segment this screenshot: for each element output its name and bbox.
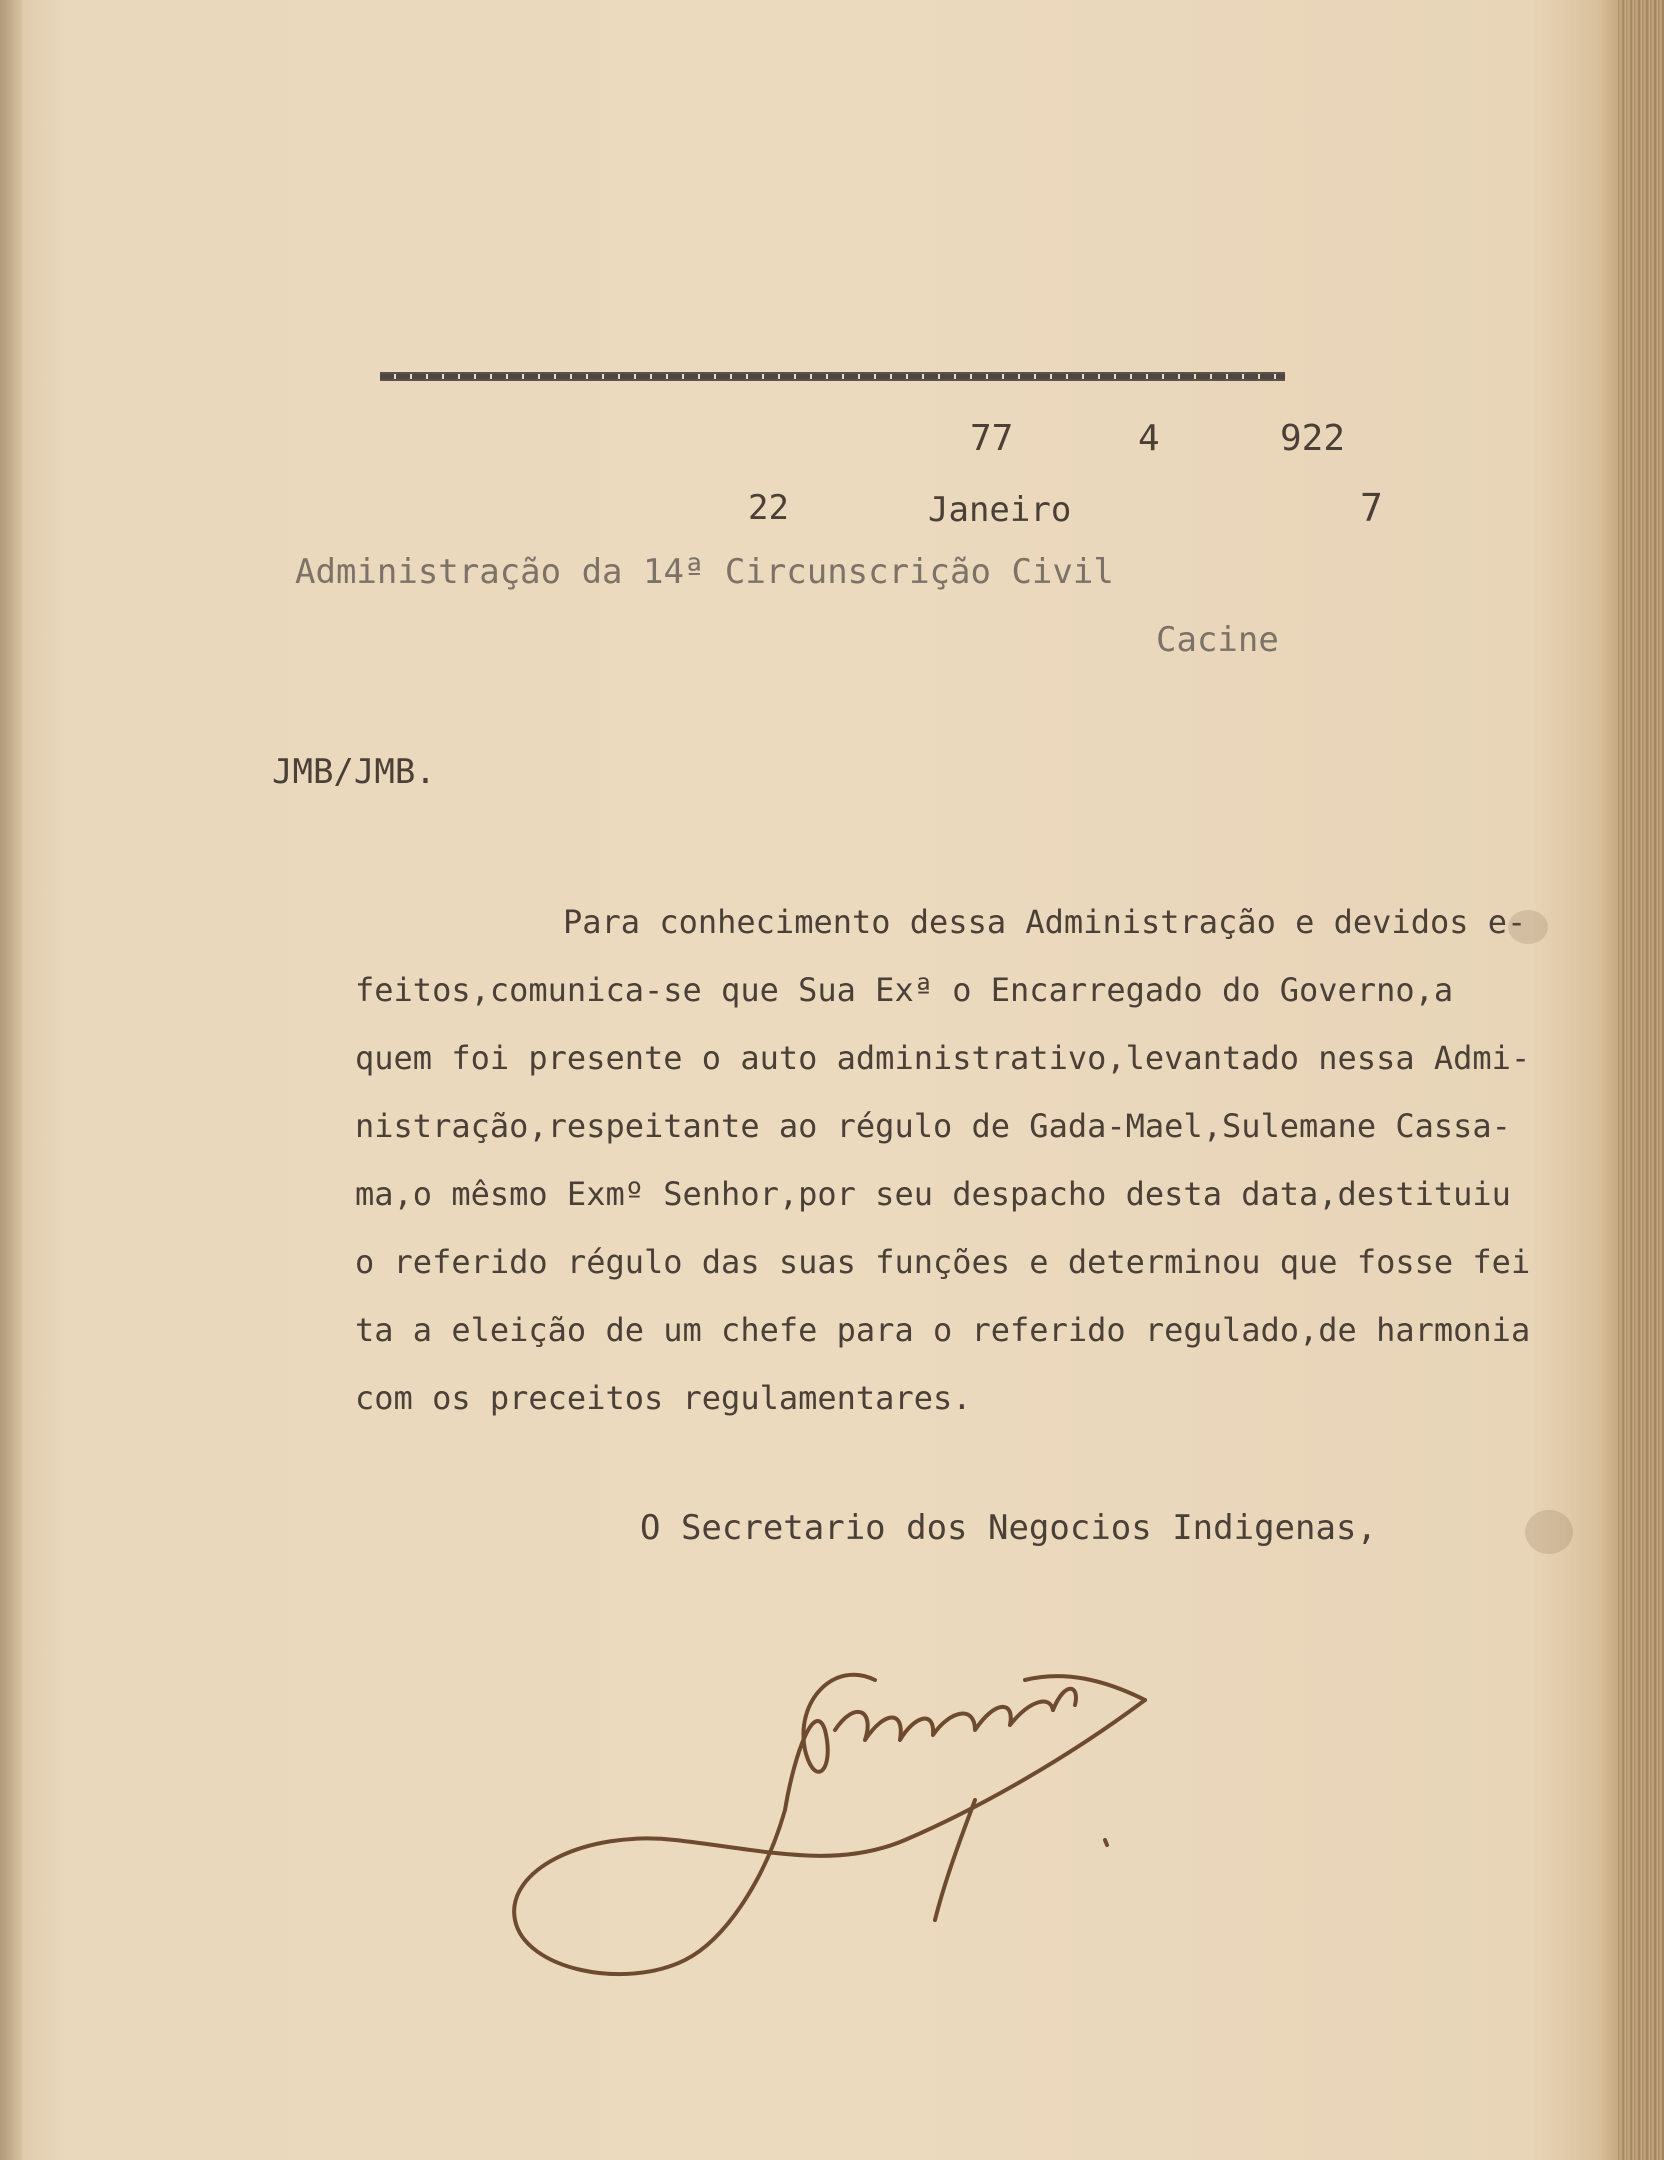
header-number-3: 922 bbox=[1280, 418, 1346, 459]
binding-edge bbox=[0, 0, 22, 2160]
header-number-2: 4 bbox=[1138, 418, 1160, 459]
body-line: ma,o mêsmo Exmº Senhor,por seu despacho desta data,destituiu bbox=[355, 1175, 1511, 1213]
body-line: nistração,respeitante ao régulo de Gada-Mael,Sulemane Cassa- bbox=[355, 1107, 1511, 1145]
date-day: 22 bbox=[748, 488, 789, 528]
header-rule bbox=[380, 372, 1285, 381]
signatory-title: O Secretario dos Negocios Indigenas, bbox=[640, 1508, 1377, 1548]
letter-body bbox=[355, 888, 1615, 1432]
body-line: com os preceitos regulamentares. bbox=[355, 1379, 972, 1417]
body-line: o referido régulo das suas funções e determinou que fosse fei bbox=[355, 1243, 1531, 1281]
addressee-place: Cacine bbox=[1156, 620, 1279, 660]
paper-stain bbox=[1508, 910, 1548, 944]
header-number-1: 77 bbox=[970, 418, 1014, 459]
reference-code: JMB/JMB. bbox=[272, 752, 436, 792]
page-stack-edge bbox=[1618, 0, 1664, 2160]
body-line: feitos,comunica-se que Sua Exª o Encarregado do Governo,a bbox=[355, 971, 1454, 1009]
addressee-line: Administração da 14ª Circunscrição Civil bbox=[295, 552, 1114, 592]
body-line: Para conhecimento dessa Administração e devidos e- bbox=[563, 903, 1527, 941]
document-number: 7 bbox=[1360, 486, 1383, 530]
body-line: ta a eleição de um chefe para o referido regulado,de harmonia bbox=[355, 1311, 1531, 1349]
paper-stain bbox=[1525, 1510, 1573, 1554]
body-line: quem foi presente o auto administrativo,levantado nessa Admi- bbox=[355, 1039, 1531, 1077]
handwritten-signature bbox=[505, 1640, 1185, 2020]
date-month: Janeiro bbox=[928, 490, 1072, 530]
